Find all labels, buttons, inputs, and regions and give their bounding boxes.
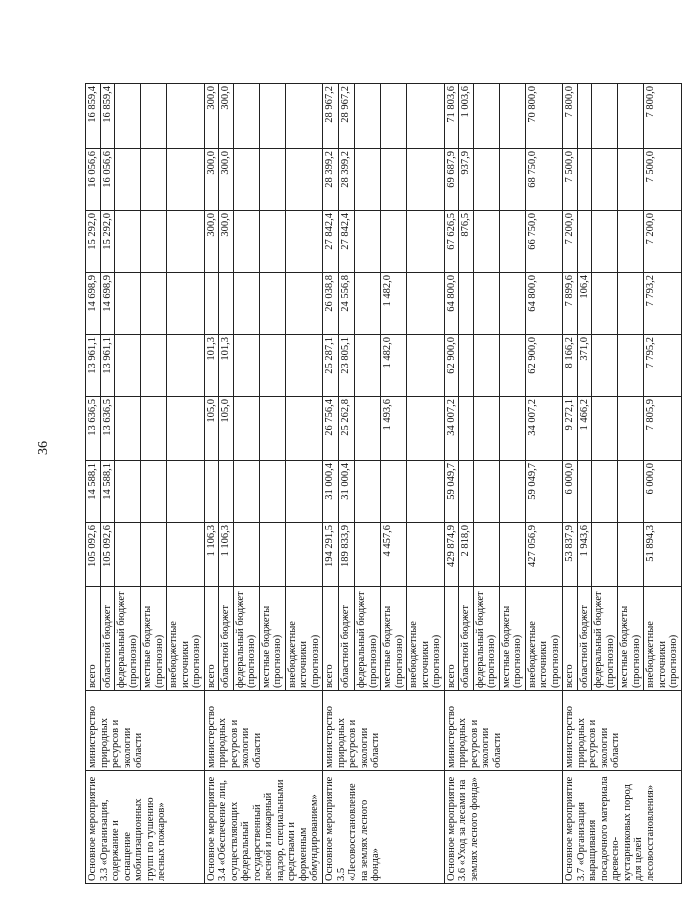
amount-cell: [381, 211, 407, 273]
funding-source-cell: областной бюджет: [339, 587, 355, 691]
amount-cell: 371,0: [577, 335, 592, 397]
amount-cell: [407, 211, 445, 273]
amount-cell: [618, 273, 644, 335]
amount-cell: 101,3: [219, 335, 234, 397]
amount-cell: [473, 335, 499, 397]
amount-cell: 105 092,6: [86, 523, 101, 587]
amount-cell: 7 200,0: [563, 211, 578, 273]
amount-cell: 69 687,9: [444, 149, 459, 211]
amount-cell: 31 000,4: [339, 461, 355, 523]
amount-cell: [577, 149, 592, 211]
amount-cell: 13 961,1: [100, 335, 115, 397]
amount-cell: 300,0: [219, 84, 234, 149]
amount-cell: 300,0: [204, 211, 219, 273]
amount-cell: [381, 461, 407, 523]
amount-cell: 67 626,5: [444, 211, 459, 273]
amount-cell: [618, 523, 644, 587]
amount-cell: 62 900,0: [444, 335, 459, 397]
amount-cell: 26 038,8: [323, 273, 339, 335]
amount-cell: [204, 273, 219, 335]
amount-cell: 7 805,9: [644, 397, 682, 461]
amount-cell: [233, 211, 259, 273]
amount-cell: [618, 461, 644, 523]
amount-cell: 300,0: [219, 211, 234, 273]
amount-cell: [233, 461, 259, 523]
amount-cell: [285, 273, 323, 335]
amount-cell: [618, 211, 644, 273]
amount-cell: 62 900,0: [525, 335, 563, 397]
amount-cell: 53 837,9: [563, 523, 578, 587]
amount-cell: 7 500,0: [563, 149, 578, 211]
amount-cell: 16 859,4: [100, 84, 115, 149]
amount-cell: 59 049,7: [444, 461, 459, 523]
amount-cell: [285, 84, 323, 149]
amount-cell: [355, 523, 381, 587]
amount-cell: 31 000,4: [323, 461, 339, 523]
amount-cell: [473, 397, 499, 461]
funding-source-cell: местные бюджеты (прогнозно): [381, 587, 407, 691]
amount-cell: [259, 84, 285, 149]
amount-cell: [459, 335, 474, 397]
amount-cell: [167, 523, 205, 587]
executor-cell: министерство природных ресурсов и экологии области: [563, 691, 682, 771]
funding-source-cell: внебюджетные источники (прогнозно): [167, 587, 205, 691]
amount-cell: 300,0: [204, 84, 219, 149]
amount-cell: 34 007,2: [525, 397, 563, 461]
funding-source-cell: местные бюджеты (прогнозно): [141, 587, 167, 691]
funding-source-cell: федеральный бюджет (прогнозно): [592, 587, 618, 691]
amount-cell: [381, 149, 407, 211]
table-row: [86, 84, 101, 884]
amount-cell: [115, 397, 141, 461]
amount-cell: [115, 149, 141, 211]
funding-source-cell: федеральный бюджет (прогнозно): [355, 587, 381, 691]
amount-cell: [577, 84, 592, 149]
funding-source-cell: местные бюджеты (прогнозно): [618, 587, 644, 691]
amount-cell: 14 698,9: [100, 273, 115, 335]
amount-cell: [499, 149, 525, 211]
amount-cell: [381, 84, 407, 149]
amount-cell: [167, 84, 205, 149]
amount-cell: 105 092,6: [100, 523, 115, 587]
amount-cell: [592, 523, 618, 587]
amount-cell: 8 166,2: [563, 335, 578, 397]
amount-cell: [473, 149, 499, 211]
amount-cell: [592, 84, 618, 149]
amount-cell: [592, 461, 618, 523]
amount-cell: [115, 211, 141, 273]
amount-cell: [141, 273, 167, 335]
event-name-cell: Основное мероприятие 3.6 «Уход за лесами на землях лесного фонда»: [444, 771, 563, 884]
amount-cell: 23 805,1: [339, 335, 355, 397]
amount-cell: [115, 273, 141, 335]
amount-cell: [285, 461, 323, 523]
amount-cell: 15 292,0: [86, 211, 101, 273]
amount-cell: 13 961,1: [86, 335, 101, 397]
amount-cell: 13 636,5: [100, 397, 115, 461]
amount-cell: [355, 461, 381, 523]
amount-cell: [473, 461, 499, 523]
amount-cell: [115, 461, 141, 523]
funding-source-cell: внебюджетные источники (прогнозно): [525, 587, 563, 691]
amount-cell: [167, 397, 205, 461]
amount-cell: [473, 273, 499, 335]
amount-cell: [407, 149, 445, 211]
amount-cell: [141, 397, 167, 461]
amount-cell: [259, 335, 285, 397]
amount-cell: [204, 461, 219, 523]
amount-cell: [592, 211, 618, 273]
funding-source-cell: областной бюджет: [219, 587, 234, 691]
amount-cell: [459, 273, 474, 335]
amount-cell: [407, 397, 445, 461]
table-row: [323, 84, 339, 884]
amount-cell: [499, 461, 525, 523]
amount-cell: 25 262,8: [339, 397, 355, 461]
amount-cell: 64 800,0: [444, 273, 459, 335]
funding-source-cell: внебюджетные источники (прогнозно): [644, 587, 682, 691]
amount-cell: 101,3: [204, 335, 219, 397]
amount-cell: 105,0: [204, 397, 219, 461]
amount-cell: [592, 273, 618, 335]
funding-source-cell: всего: [323, 587, 339, 691]
amount-cell: [618, 335, 644, 397]
amount-cell: 427 056,9: [525, 523, 563, 587]
amount-cell: [233, 397, 259, 461]
amount-cell: [285, 397, 323, 461]
amount-cell: [618, 149, 644, 211]
amount-cell: [285, 523, 323, 587]
amount-cell: [141, 84, 167, 149]
amount-cell: [355, 273, 381, 335]
amount-cell: 7 200,0: [644, 211, 682, 273]
amount-cell: 1 106,3: [219, 523, 234, 587]
amount-cell: 1 466,2: [577, 397, 592, 461]
amount-cell: [141, 335, 167, 397]
funding-source-cell: всего: [563, 587, 578, 691]
amount-cell: 6 000,0: [563, 461, 578, 523]
amount-cell: 27 842,4: [323, 211, 339, 273]
amount-cell: 7 800,0: [563, 84, 578, 149]
amount-cell: [407, 84, 445, 149]
amount-cell: [499, 397, 525, 461]
amount-cell: [592, 149, 618, 211]
amount-cell: 26 756,4: [323, 397, 339, 461]
amount-cell: [219, 273, 234, 335]
amount-cell: 16 056,6: [100, 149, 115, 211]
amount-cell: [407, 461, 445, 523]
amount-cell: [259, 461, 285, 523]
amount-cell: [167, 149, 205, 211]
amount-cell: 64 800,0: [525, 273, 563, 335]
amount-cell: 1 106,3: [204, 523, 219, 587]
funding-source-cell: всего: [204, 587, 219, 691]
event-name-cell: Основное мероприятие 3.5 «Лесовосстановление на землях лесного фонда»: [323, 771, 445, 884]
amount-cell: [407, 523, 445, 587]
amount-cell: [577, 211, 592, 273]
amount-cell: [141, 149, 167, 211]
amount-cell: [233, 149, 259, 211]
amount-cell: 1 482,0: [381, 273, 407, 335]
amount-cell: [141, 461, 167, 523]
amount-cell: 2 818,0: [459, 523, 474, 587]
amount-cell: 27 842,4: [339, 211, 355, 273]
amount-cell: 105,0: [219, 397, 234, 461]
amount-cell: [592, 397, 618, 461]
amount-cell: 16 859,4: [86, 84, 101, 149]
amount-cell: 28 967,2: [339, 84, 355, 149]
amount-cell: [355, 211, 381, 273]
funding-source-cell: внебюджетные источники (прогнозно): [407, 587, 445, 691]
amount-cell: 24 556,8: [339, 273, 355, 335]
amount-cell: [285, 149, 323, 211]
amount-cell: [473, 211, 499, 273]
page-number: 36: [36, 441, 51, 455]
amount-cell: 7 793,2: [644, 273, 682, 335]
amount-cell: [233, 84, 259, 149]
executor-cell: министерство природных ресурсов и экологии области: [323, 691, 445, 771]
funding-source-cell: местные бюджеты (прогнозно): [499, 587, 525, 691]
amount-cell: [233, 335, 259, 397]
funding-source-cell: внебюджетные источники (прогнозно): [285, 587, 323, 691]
executor-cell: министерство природных ресурсов и экологии области: [444, 691, 563, 771]
amount-cell: [259, 273, 285, 335]
amount-cell: 14 698,9: [86, 273, 101, 335]
amount-cell: 1 482,0: [381, 335, 407, 397]
amount-cell: [285, 335, 323, 397]
funding-source-cell: федеральный бюджет (прогнозно): [115, 587, 141, 691]
amount-cell: 16 056,6: [86, 149, 101, 211]
amount-cell: 14 588,1: [100, 461, 115, 523]
executor-cell: министерство природных ресурсов и экологии области: [86, 691, 205, 771]
amount-cell: [259, 211, 285, 273]
amount-cell: 937,9: [459, 149, 474, 211]
funding-source-cell: федеральный бюджет (прогнозно): [233, 587, 259, 691]
amount-cell: [499, 273, 525, 335]
amount-cell: [141, 211, 167, 273]
table-row: [444, 84, 459, 884]
amount-cell: 51 894,3: [644, 523, 682, 587]
amount-cell: [167, 273, 205, 335]
table-row: [563, 84, 578, 884]
amount-cell: 15 292,0: [100, 211, 115, 273]
amount-cell: 7 795,2: [644, 335, 682, 397]
amount-cell: 68 750,0: [525, 149, 563, 211]
amount-cell: 300,0: [204, 149, 219, 211]
amount-cell: 7 500,0: [644, 149, 682, 211]
funding-source-cell: всего: [444, 587, 459, 691]
amount-cell: [592, 335, 618, 397]
amount-cell: [233, 523, 259, 587]
event-name-cell: Основное мероприятие 3.7 «Организация выращивания посадочного материала древесно-кустарниковых пород для целей лесовосстановления»: [563, 771, 682, 884]
amount-cell: [259, 397, 285, 461]
amount-cell: [167, 335, 205, 397]
amount-cell: [259, 523, 285, 587]
amount-cell: 1 493,6: [381, 397, 407, 461]
amount-cell: [355, 84, 381, 149]
executor-cell: министерство природных ресурсов и экологии области: [204, 691, 323, 771]
amount-cell: [473, 84, 499, 149]
amount-cell: 70 800,0: [525, 84, 563, 149]
amount-cell: 876,5: [459, 211, 474, 273]
amount-cell: 106,4: [577, 273, 592, 335]
amount-cell: 189 833,9: [339, 523, 355, 587]
amount-cell: [499, 211, 525, 273]
amount-cell: [407, 335, 445, 397]
amount-cell: [499, 335, 525, 397]
rotated-page: [85, 84, 679, 884]
amount-cell: [115, 335, 141, 397]
amount-cell: [459, 461, 474, 523]
amount-cell: [141, 523, 167, 587]
amount-cell: 71 803,6: [444, 84, 459, 149]
amount-cell: [167, 461, 205, 523]
amount-cell: 1 943,6: [577, 523, 592, 587]
event-name-cell: Основное мероприятие 3.4 «Обеспечение лиц, осуществляющих федеральный государственный лесной и пожарный надзор, специальными средствами и форменным обмундированием»: [204, 771, 323, 884]
amount-cell: [355, 397, 381, 461]
amount-cell: [459, 397, 474, 461]
amount-cell: 429 874,9: [444, 523, 459, 587]
amount-cell: [355, 149, 381, 211]
amount-cell: [219, 461, 234, 523]
amount-cell: [115, 523, 141, 587]
funding-source-cell: федеральный бюджет (прогнозно): [473, 587, 499, 691]
amount-cell: [115, 84, 141, 149]
amount-cell: [233, 273, 259, 335]
funding-source-cell: местные бюджеты (прогнозно): [259, 587, 285, 691]
amount-cell: 28 399,2: [339, 149, 355, 211]
amount-cell: 300,0: [219, 149, 234, 211]
amount-cell: [499, 84, 525, 149]
funding-table: [85, 83, 682, 884]
event-name-cell: Основное мероприятие 3.3 «Организация, содержание и оснащение мобилизационных групп по тушению лесных пожаров»: [86, 771, 205, 884]
amount-cell: 9 272,1: [563, 397, 578, 461]
amount-cell: [355, 335, 381, 397]
amount-cell: [577, 461, 592, 523]
amount-cell: [407, 273, 445, 335]
funding-source-cell: областной бюджет: [577, 587, 592, 691]
amount-cell: 25 287,1: [323, 335, 339, 397]
amount-cell: [618, 84, 644, 149]
amount-cell: 34 007,2: [444, 397, 459, 461]
amount-cell: [618, 397, 644, 461]
amount-cell: [473, 523, 499, 587]
amount-cell: [499, 523, 525, 587]
amount-cell: 194 291,5: [323, 523, 339, 587]
amount-cell: 4 457,6: [381, 523, 407, 587]
amount-cell: 7 800,0: [644, 84, 682, 149]
amount-cell: 66 750,0: [525, 211, 563, 273]
amount-cell: 1 003,6: [459, 84, 474, 149]
amount-cell: [285, 211, 323, 273]
amount-cell: 6 000,0: [644, 461, 682, 523]
amount-cell: 28 399,2: [323, 149, 339, 211]
amount-cell: 7 899,6: [563, 273, 578, 335]
amount-cell: 28 967,2: [323, 84, 339, 149]
funding-source-cell: областной бюджет: [459, 587, 474, 691]
funding-source-cell: областной бюджет: [100, 587, 115, 691]
table-row: [204, 84, 219, 884]
amount-cell: 14 588,1: [86, 461, 101, 523]
amount-cell: 59 049,7: [525, 461, 563, 523]
amount-cell: 13 636,5: [86, 397, 101, 461]
funding-source-cell: всего: [86, 587, 101, 691]
amount-cell: [167, 211, 205, 273]
table-body: [86, 84, 682, 884]
amount-cell: [259, 149, 285, 211]
